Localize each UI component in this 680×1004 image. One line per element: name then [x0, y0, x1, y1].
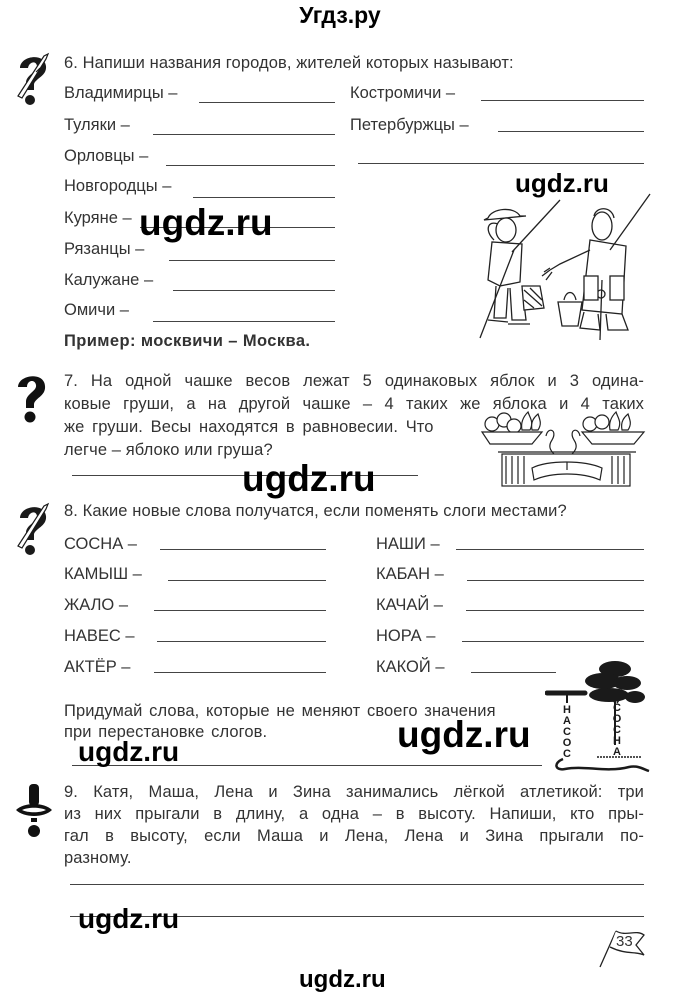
- city-label-petersburg: Петербуржцы –: [350, 116, 469, 134]
- watermark: ugdz.ru: [299, 966, 386, 993]
- answer-line-omsk[interactable]: [153, 321, 335, 322]
- answer-line-vladimir[interactable]: [199, 102, 335, 103]
- answer-line-nora[interactable]: [462, 641, 644, 642]
- city-label-novgorod: Новгородцы –: [64, 177, 172, 195]
- task9-line1: 9. Катя, Маша, Лена и Зина занимались лёгкой атлетикой: три: [64, 783, 644, 801]
- svg-text:А: А: [613, 746, 621, 758]
- scales-illustration: [478, 410, 648, 490]
- answer-line-ryazan[interactable]: [169, 260, 335, 261]
- city-label-ryazan: Рязанцы –: [64, 240, 145, 258]
- svg-text:С: С: [563, 748, 571, 760]
- task8-prompt: 8. Какие новые слова получатся, если поменять слоги местами?: [64, 502, 567, 520]
- watermark: ugdz.ru: [78, 903, 180, 934]
- word-label-sosna: СОСНА –: [64, 535, 137, 553]
- task9-line2: из них прыгали в длину, а одна – в высоту. Напиши, кто пры-: [64, 805, 644, 823]
- task6-prompt: 6. Напиши названия городов, жителей которых называют:: [64, 54, 514, 72]
- answer-line-nashi[interactable]: [456, 549, 644, 550]
- svg-text:Н: Н: [613, 735, 621, 747]
- answer-line-zhalo[interactable]: [154, 610, 326, 611]
- task7-line4: легче – яблоко или груша?: [64, 441, 273, 459]
- svg-text:С: С: [613, 702, 621, 714]
- watermark: ugdz.ru: [139, 202, 273, 243]
- word-label-akter: АКТЁР –: [64, 658, 131, 676]
- task6-example: Пример: москвичи – Москва.: [64, 332, 311, 350]
- svg-text:С: С: [563, 726, 571, 738]
- answer-line-kamysh[interactable]: [168, 580, 326, 581]
- task9-line3: гал в высоту, если Маша и Лена, Лена и Зина прыгали по-: [64, 827, 644, 845]
- word-label-kamysh: КАМЫШ –: [64, 565, 142, 583]
- answer-line-sosna[interactable]: [160, 549, 326, 550]
- watermark: ugdz.ru: [242, 458, 376, 499]
- city-label-kostroma: Костромичи –: [350, 84, 456, 102]
- word-label-kakoy: КАКОЙ –: [376, 658, 445, 676]
- answer-line-extra[interactable]: [358, 163, 644, 164]
- city-label-omsk: Омичи –: [64, 301, 129, 319]
- word-label-kachay: КАЧАЙ –: [376, 596, 443, 614]
- fishermen-illustration: [470, 190, 655, 340]
- question-mark-icon: [14, 371, 48, 423]
- city-label-tula: Туляки –: [64, 116, 130, 134]
- answer-line-naves[interactable]: [157, 641, 326, 642]
- word-label-zhalo: ЖАЛО –: [64, 596, 129, 614]
- watermark: ugdz.ru: [397, 714, 531, 755]
- exclamation-lips-icon: [14, 782, 54, 840]
- answer-line-kaluga[interactable]: [173, 290, 335, 291]
- watermark: ugdz.ru: [515, 168, 609, 198]
- page-number: 33: [616, 933, 633, 950]
- svg-text:Н: Н: [563, 704, 571, 716]
- task7-line3: же груши. Весы находятся в равновесии. Что: [64, 418, 434, 436]
- answer-line-petersburg[interactable]: [498, 131, 644, 132]
- question-pen-icon: [14, 50, 54, 108]
- task7-line2: ковые груши, а на другой чашке – 4 таких же яблока и 4 таких: [64, 395, 644, 413]
- task9-line4: разному.: [64, 849, 132, 867]
- city-label-vladimir: Владимирцы –: [64, 84, 178, 102]
- answer-line-kachay[interactable]: [466, 610, 644, 611]
- city-label-kaluga: Калужане –: [64, 271, 154, 289]
- word-label-kaban: КАБАН –: [376, 565, 444, 583]
- task8-extra-line2: при перестановке слогов.: [64, 723, 268, 741]
- task7-line1: 7. На одной чашке весов лежат 5 одинаковых яблок и 3 одина-: [64, 372, 644, 390]
- question-pen-icon: [14, 500, 54, 558]
- answer-line-orel[interactable]: [166, 165, 335, 166]
- svg-text:О: О: [612, 713, 622, 725]
- answer-line-akter[interactable]: [154, 672, 326, 673]
- answer-line-tula[interactable]: [153, 134, 335, 135]
- page-number-flag: [596, 925, 652, 969]
- word-label-nora: НОРА –: [376, 627, 436, 645]
- task9-answer-line-1[interactable]: [70, 884, 644, 885]
- site-title: Угдз.ру: [299, 2, 381, 28]
- word-label-nashi: НАШИ –: [376, 535, 440, 553]
- watermark: ugdz.ru: [78, 736, 180, 767]
- answer-line-kostroma[interactable]: [481, 100, 644, 101]
- answer-line-kakoy[interactable]: [471, 672, 556, 673]
- answer-line-kaban[interactable]: [467, 580, 644, 581]
- answer-line-novgorod[interactable]: [193, 197, 335, 198]
- svg-text:С: С: [613, 724, 621, 736]
- nasos-sosna-illustration: [545, 655, 655, 775]
- task8-extra-line1: Придумай слова, которые не меняют своего значения: [64, 702, 496, 720]
- city-label-orel: Орловцы –: [64, 147, 149, 165]
- word-label-naves: НАВЕС –: [64, 627, 135, 645]
- svg-text:О: О: [562, 737, 572, 749]
- svg-text:А: А: [563, 715, 571, 727]
- city-label-kursk: Куряне –: [64, 209, 132, 227]
